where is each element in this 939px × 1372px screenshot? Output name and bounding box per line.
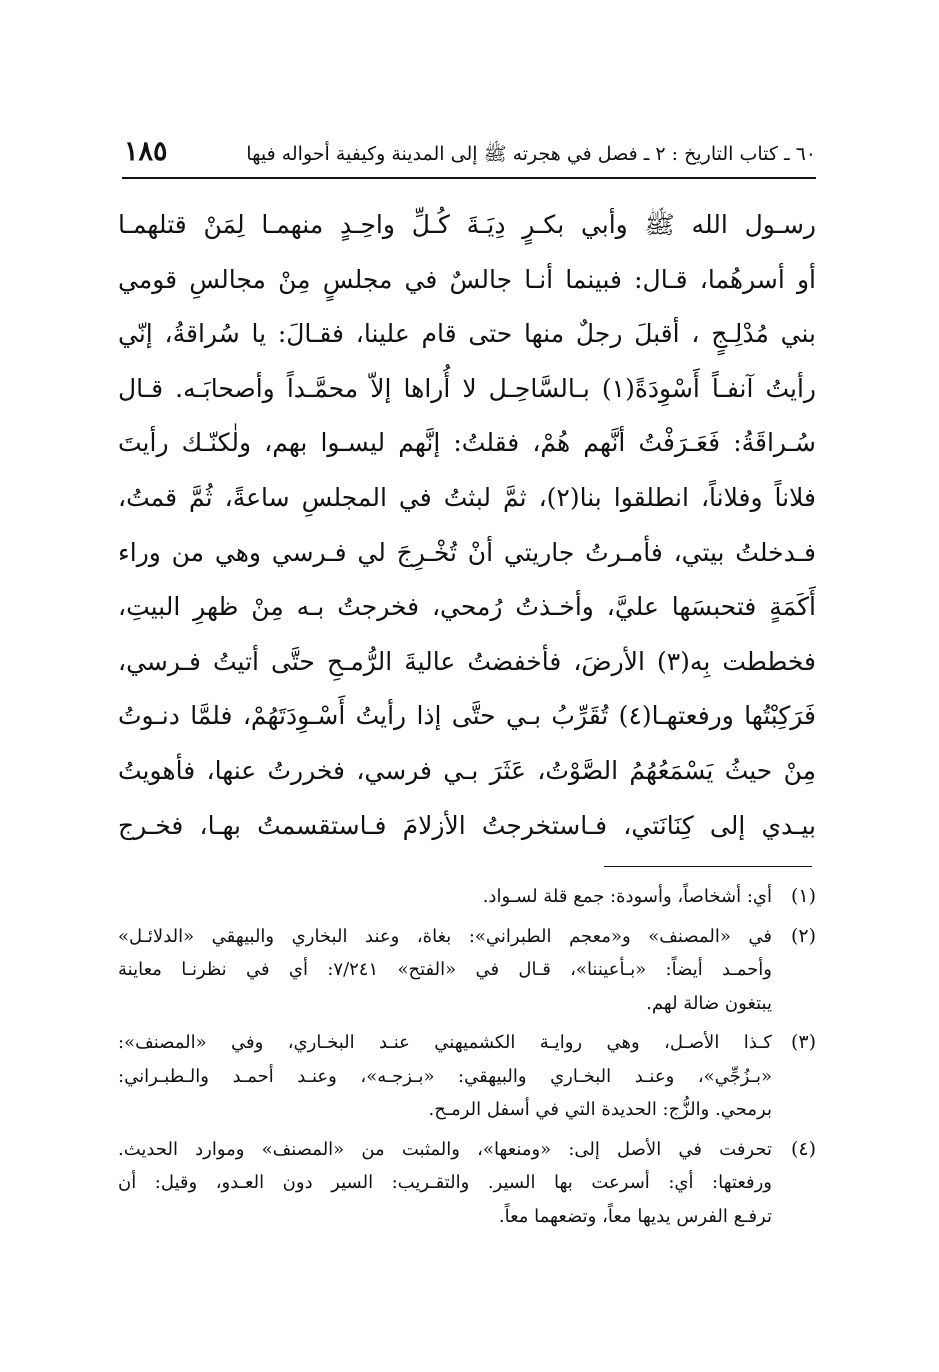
footnote-line: برمحي. والزُّج: الحديدة التي في أسفل الرمـح. <box>428 1099 772 1120</box>
text-line: بيـدي إلى كِنَانَتي، فـاستخرجتُ الأزلامَ فـاستقسمتُ بهـا، فخـرج <box>118 810 816 840</box>
text-line: أو أسرهُما، قـال: فبينما أنـا جالسٌ في مجلسٍ مِنْ مجالسِ قومي <box>118 264 816 294</box>
footnote-separator <box>604 866 812 867</box>
footnote-line: تحرفت في الأصل إلى: «ومنعها»، والمثبت من «المصنف» وموارد الحديث. <box>118 1138 772 1160</box>
header-rule <box>122 177 816 179</box>
text-line: فخططت بِه(٣) الأرضَ، فأخفضتُ عاليةَ الرُّمـحِ حتَّى أتيتُ فـرسي، <box>118 646 816 676</box>
footnote-2 <box>118 920 816 1021</box>
page-header <box>122 136 816 176</box>
text-line: فَرَكِبْتُها ورفعتهـا(٤) تُقَرِّبُ بـي حتَّى إذا رأيتُ أَسْـوِدَتَهُمْ، فلمَّا دنـوتُ <box>118 701 816 731</box>
footnote-4 <box>118 1133 816 1234</box>
text-line: رأيتُ آنفـاً أَسْوِدَةً(١) بـالسَّاحِـل لا أُراها إلاّ محمَّـداً وأصحابَـه. قـال <box>118 373 816 403</box>
text-line: أَكَمَةٍ فتحبسَها عليَّ، وأخـذتُ رُمحي، فخرجتُ بـه مِنْ ظهرِ البيتِ، <box>118 592 816 622</box>
main-text <box>118 198 816 853</box>
footnote-line: ورفعتها: أي: أسرعت بها السير. والتقـريب: السير دون العـدو، وقيل: أن <box>118 1172 772 1193</box>
text-line: رسـول الله ﷺ وأبي بكـرٍ دِيَـةَ كُـلِّ واحِـدٍ منهمـا لِمَنْ قتلهمـا <box>118 210 816 239</box>
footnote-line: أي: أشخاصاً، وأسودة: جمع قلة لسـواد. <box>482 886 772 907</box>
text-line: فلاناً وفلاناً، انطلقوا بنا(٢)، ثمَّ لبثتُ في المجلسِ ساعةً، ثُمَّ قمتُ، <box>118 482 816 512</box>
footnote-line: وأحمـد أيضاً: «بـأعيننا»، قـال في «الفتح» ٧/٢٤١: أي في نظرنـا معاينة <box>118 959 772 980</box>
running-title: ٦٠ ـ كتاب التاريخ : ٢ ـ فصل في هجرته ﷺ إلى المدينة وكيفية أحواله فيها <box>246 143 816 165</box>
footnote-1 <box>118 880 816 914</box>
footnote-marker: (١) <box>790 885 816 907</box>
footnote-line: يبتغون ضالة لهم. <box>646 992 772 1014</box>
footnote-marker: (٢) <box>790 924 816 947</box>
text-line: فـدخلتُ بيتي، فأمـرتُ جاريتي أنْ تُخْـرِجَ لي فـرسي وهي من وراء <box>118 537 816 567</box>
footnote-3 <box>118 1026 816 1127</box>
footnote-line: في «المصنف» و«معجم الطبراني»: بغاة، وعند البخاري والبيهقي «الدلائـل» <box>118 925 772 947</box>
footnotes <box>118 880 816 1239</box>
page-number: ١٨٥ <box>124 136 168 167</box>
footnote-line: كـذا الأصـل، وهي روايـة الكشميهني عنـد البخـاري، وفي «المصنف»: <box>118 1032 772 1053</box>
text-line: سُـراقَةُ: فَعَـرَفْتُ أنَّهم هُمْ، فقلتُ: إنَّهم ليسـوا بهم، ولٰكنّـك رأيتَ <box>118 428 816 458</box>
text-line: مِنْ حيثُ يَسْمَعُهُمُ الصَّوْتُ، عَثَرَ بـي فرسي، فخررتُ عنها، فأهويتُ <box>118 755 816 785</box>
footnote-marker: (٤) <box>790 1137 816 1160</box>
text-line: بني مُدْلِـجٍ ، أقبلَ رجلٌ منها حتى قام علينا، فقـالَ: يا سُراقةُ، إنّي <box>118 319 816 349</box>
footnote-line: ترفـع الفرس يديها معاً، وتضعهما معاً. <box>498 1205 772 1227</box>
footnote-marker: (٣) <box>790 1031 816 1053</box>
footnote-line: «بـزُجِّي»، وعنـد البخـاري والبيهقي: «بـزجـه»، وعنـد أحمـد والـطبـراني: <box>118 1065 772 1087</box>
